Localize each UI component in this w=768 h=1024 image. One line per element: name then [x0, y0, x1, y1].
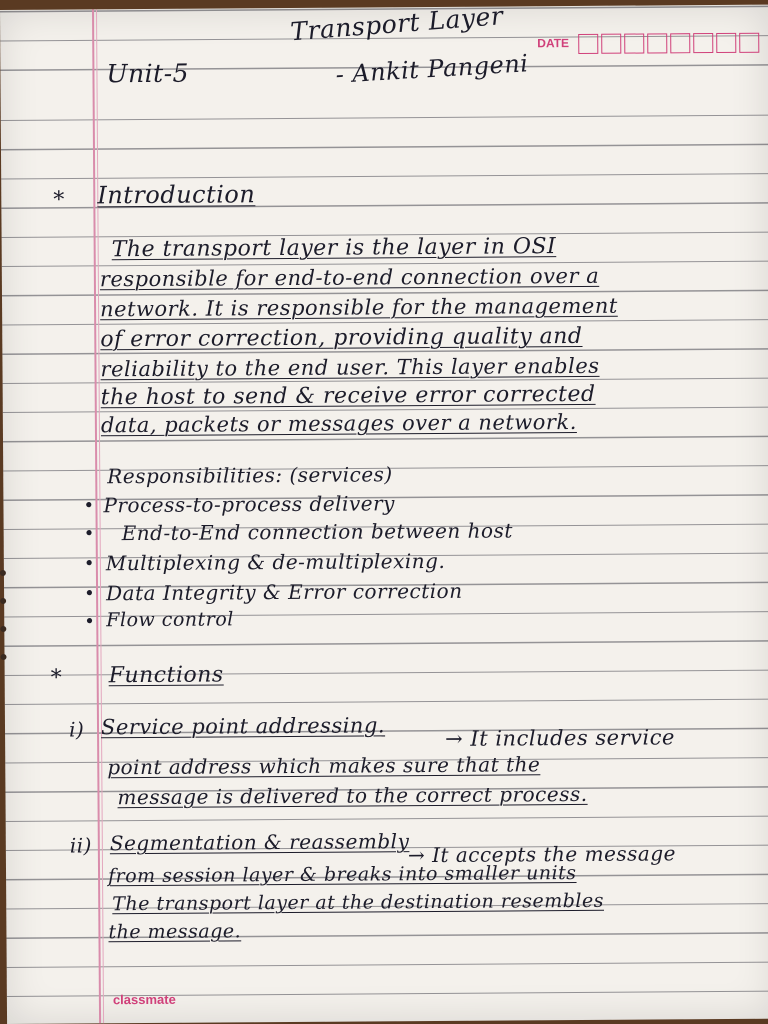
- function-text: the message.: [108, 920, 242, 944]
- bullet-dot: •: [84, 611, 96, 633]
- responsibilities-heading: Responsibilities: (services): [107, 462, 393, 489]
- topic-title: Transport Layer: [289, 1, 505, 47]
- function-title: Service point addressing.: [100, 713, 386, 740]
- responsibility-item: Process-to-process delivery: [103, 491, 396, 518]
- function-number: ii): [69, 833, 93, 858]
- function-text: The transport layer at the destination resembles: [112, 889, 604, 916]
- intro-line: the host to send & receive error corrected: [100, 381, 596, 411]
- intro-line: of error correction, providing quality and: [100, 323, 583, 353]
- intro-line: data, packets or messages over a network.: [100, 409, 577, 438]
- function-text: → It includes service: [445, 725, 675, 751]
- bullet-dot: •: [84, 583, 96, 605]
- function-text: point address which makes sure that the: [107, 752, 541, 780]
- function-title: Segmentation & reassembly: [109, 829, 410, 856]
- function-text: message is delivered to the correct process.: [117, 781, 588, 810]
- author-name: - Ankit Pangeni: [334, 49, 530, 89]
- intro-line: responsible for end-to-end connection over a: [99, 263, 600, 292]
- intro-line: network. It is responsible for the management: [100, 293, 618, 322]
- responsibility-item: Flow control: [106, 608, 234, 632]
- notebook-page: [0, 1, 768, 1024]
- date-boxes: [578, 33, 762, 54]
- bullet-star: *: [50, 665, 63, 691]
- bullet-dot: •: [83, 523, 95, 545]
- functions-heading: Functions: [108, 662, 224, 689]
- bullet-dot: •: [83, 553, 96, 575]
- intro-heading: Introduction: [97, 180, 256, 210]
- intro-line: The transport layer is the layer in OSI: [111, 234, 557, 263]
- responsibility-item: Multiplexing & de-multiplexing.: [105, 548, 446, 576]
- unit-title: Unit-5: [106, 58, 190, 89]
- binding-holes: [0, 570, 7, 682]
- bullet-dot: •: [83, 495, 95, 517]
- function-text: from session layer & breaks into smaller units: [107, 861, 577, 888]
- date-label: DATE: [537, 36, 570, 51]
- responsibility-item: Data Integrity & Error correction: [105, 578, 463, 606]
- intro-line: reliability to the end user. This layer enables: [100, 353, 600, 382]
- function-number: i): [68, 717, 85, 742]
- responsibility-item: End-to-End connection between host: [121, 518, 513, 546]
- function-text: → It accepts the message: [407, 841, 677, 868]
- bullet-star: *: [53, 187, 65, 213]
- brand-logo: classmate: [112, 991, 176, 1008]
